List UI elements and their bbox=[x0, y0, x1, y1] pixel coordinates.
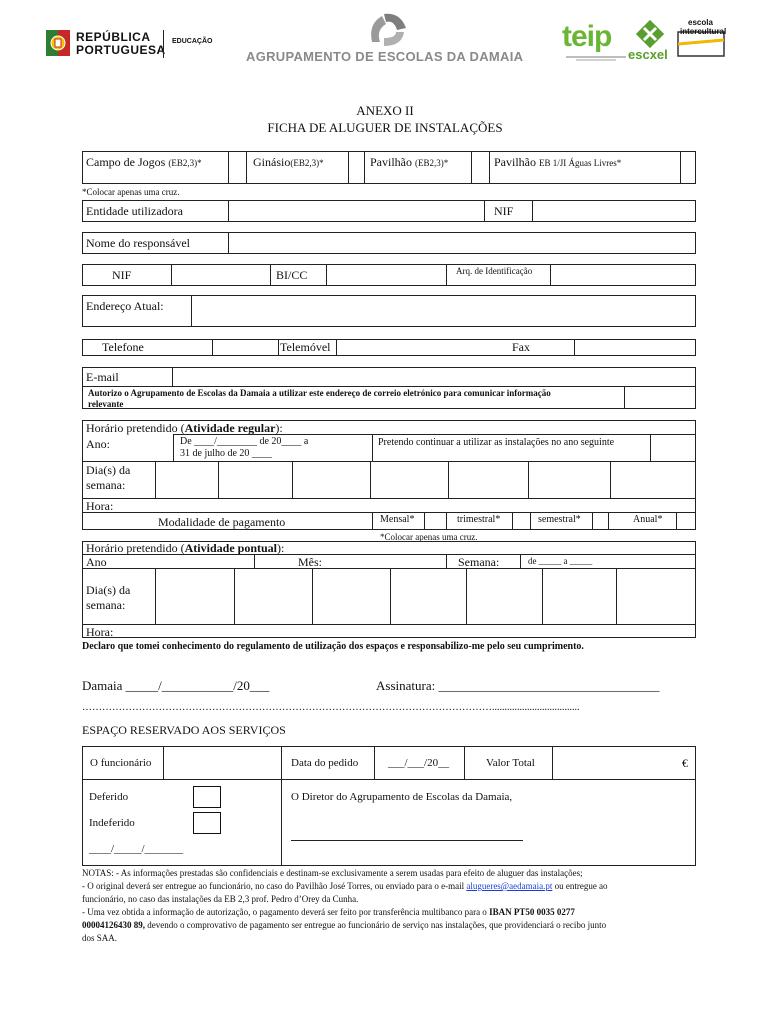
pontual-semana-label: Semana: bbox=[458, 555, 500, 569]
notes-line5: 00004126430 89, devendo o comprovativo de pagamento ser entregue ao funcionário de serviço nas instalações, que providenciará o recibo junto bbox=[82, 920, 607, 930]
pontual-hora-label: Hora: bbox=[86, 625, 114, 639]
venue-pavilhao-eb23-checkbox[interactable] bbox=[471, 151, 489, 184]
euro-symbol: € bbox=[682, 756, 688, 770]
teip-logo: teip bbox=[562, 20, 612, 53]
anual-checkbox[interactable] bbox=[677, 513, 695, 529]
telemovel-field[interactable] bbox=[337, 340, 507, 355]
pontual-dias-line1: Dia(s) da bbox=[86, 583, 131, 597]
diretor-signature-line[interactable] bbox=[291, 840, 523, 841]
funcionario-field[interactable] bbox=[164, 747, 280, 778]
declaration: Declaro que tomei conhecimento do regulamento de utilização dos espaços e responsabilizo-me pelo seu cumprimento. bbox=[82, 641, 584, 652]
regular-period-line1: De ____/________ de 20____ a bbox=[180, 436, 309, 447]
arq-field[interactable] bbox=[551, 265, 695, 285]
trimestral-checkbox[interactable] bbox=[513, 513, 530, 529]
fax-field[interactable] bbox=[575, 340, 695, 355]
trimestral-label: trimestral* bbox=[457, 514, 501, 525]
escxel-emblem-icon bbox=[636, 20, 664, 48]
data-pedido-label: Data do pedido bbox=[291, 757, 359, 769]
pontual-ano-label: Ano bbox=[86, 555, 107, 569]
form-title: FICHA DE ALUGUER DE INSTALAÇÕES bbox=[267, 120, 503, 135]
entidade-field[interactable] bbox=[229, 201, 483, 221]
telefone-label: Telefone bbox=[102, 340, 144, 354]
dotted-separator: ……………………………………………………………………………………………………………................................... bbox=[82, 702, 580, 713]
pontual-de-a: de _____ a _____ bbox=[528, 556, 593, 566]
semestral-label: semestral* bbox=[538, 514, 581, 525]
indeferido-label: Indeferido bbox=[89, 817, 135, 829]
responsavel-label: Nome do responsável bbox=[86, 236, 190, 250]
entidade-label: Entidade utilizadora bbox=[86, 204, 183, 218]
damaia-date[interactable]: Damaia _____/___________/20___ bbox=[82, 678, 270, 693]
regular-hora-label: Hora: bbox=[86, 499, 114, 513]
republica-emblem-icon bbox=[44, 28, 72, 58]
escola-line1: escola bbox=[688, 18, 713, 27]
responsavel-field[interactable] bbox=[229, 233, 695, 253]
pontual-heading: Horário pretendido (Atividade pontual): bbox=[86, 541, 285, 555]
email-link[interactable]: alugueres@aedamaia.pt bbox=[466, 881, 553, 891]
modalidade-note: *Colocar apenas uma cruz. bbox=[380, 532, 478, 542]
teip-tagline-icon bbox=[566, 54, 626, 62]
resp-nif-label: NIF bbox=[112, 268, 132, 282]
regular-dias-line2: semana: bbox=[86, 478, 126, 492]
funcionario-label: O funcionário bbox=[90, 757, 152, 769]
regular-ano-label: Ano: bbox=[86, 437, 110, 451]
modalidade-label: Modalidade de pagamento bbox=[158, 515, 286, 529]
bicc-field[interactable] bbox=[327, 265, 445, 285]
data-pedido-value[interactable]: ___/___/20__ bbox=[388, 757, 450, 769]
republica-line2: PORTUGUESA bbox=[76, 43, 166, 57]
republica-line1: REPÚBLICA bbox=[76, 30, 151, 44]
annex-title: ANEXO II bbox=[356, 103, 414, 118]
autorizo-checkbox[interactable] bbox=[625, 387, 695, 408]
pontual-mes-field[interactable] bbox=[334, 555, 445, 567]
agrupamento-logo-icon bbox=[364, 10, 410, 48]
anual-label: Anual* bbox=[633, 514, 663, 525]
entidade-nif-field[interactable] bbox=[533, 201, 695, 221]
assinatura[interactable]: Assinatura: __________________________________ bbox=[376, 678, 660, 693]
deferido-checkbox[interactable] bbox=[193, 786, 221, 808]
venue-ginasio-checkbox[interactable] bbox=[348, 151, 364, 184]
telemovel-label: Telemóvel bbox=[280, 340, 331, 354]
indeferido-checkbox[interactable] bbox=[193, 812, 221, 834]
services-heading: ESPAÇO RESERVADO AOS SERVIÇOS bbox=[82, 723, 286, 737]
telefone-field[interactable] bbox=[213, 340, 277, 355]
email-label: E-mail bbox=[86, 370, 119, 384]
venue-pavilhao-eb23: Pavilhão (EB2,3)* bbox=[370, 155, 449, 169]
venue-pavilhao-aguas: Pavilhão EB 1/JI Águas Livres* bbox=[494, 155, 622, 169]
valor-total-label: Valor Total bbox=[486, 757, 535, 769]
arq-label: Arq. de Identificação bbox=[456, 266, 533, 276]
bicc-label: BI/CC bbox=[276, 268, 308, 282]
semestral-checkbox[interactable] bbox=[593, 513, 608, 529]
pontual-ano-field[interactable] bbox=[140, 555, 253, 567]
deferido-label: Deferido bbox=[89, 791, 129, 803]
autorizo-text-line2: relevante bbox=[88, 399, 124, 409]
decision-date[interactable]: ____/_____/_______ bbox=[89, 843, 184, 855]
notes-line6: dos SAA. bbox=[82, 933, 118, 943]
regular-dias-line1: Dia(s) da bbox=[86, 463, 131, 477]
pontual-dias-line2: semana: bbox=[86, 598, 126, 612]
venue-ginasio: Ginásio(EB2,3)* bbox=[253, 155, 324, 169]
mensal-checkbox[interactable] bbox=[425, 513, 446, 529]
venues-note: *Colocar apenas uma cruz. bbox=[82, 187, 180, 197]
escola-line2: intercultural bbox=[680, 27, 727, 36]
mensal-label: Mensal* bbox=[380, 514, 415, 525]
continuar-label: Pretendo continuar a utilizar as instalações no ano seguinte bbox=[378, 437, 615, 448]
diretor-label: O Diretor do Agrupamento de Escolas da Damaia, bbox=[291, 791, 513, 803]
notes-line2: - O original deverá ser entregue ao funcionário, no caso do Pavilhão José Torres, ou enviado para o e-mail alugueres@aedamaia.pt ou entregue ao bbox=[82, 881, 608, 891]
escxel-logo: escxel bbox=[628, 47, 668, 62]
notes-line3: funcionário, no caso das instalações da EB 2,3 prof. Pedro d’Orey da Cunha. bbox=[82, 894, 359, 904]
venue-campo-checkbox[interactable] bbox=[228, 151, 246, 184]
entidade-nif-label: NIF bbox=[494, 204, 514, 218]
educacao-label: EDUCAÇÃO bbox=[172, 38, 213, 45]
pontual-mes-label: Mês: bbox=[298, 555, 322, 569]
continuar-checkbox[interactable] bbox=[651, 435, 695, 460]
autorizo-text-line1: Autorizo o Agrupamento de Escolas da Damaia a utilizar este endereço de correio eletrónico para comunicar informação bbox=[88, 388, 551, 398]
venue-pavilhao-aguas-checkbox[interactable] bbox=[680, 151, 696, 184]
venue-campo: Campo de Jogos (EB2,3)* bbox=[86, 155, 202, 169]
fax-label: Fax bbox=[512, 340, 530, 354]
regular-period-line2: 31 de julho de 20 ____ bbox=[180, 448, 272, 459]
email-field[interactable] bbox=[173, 368, 695, 385]
resp-nif-field[interactable] bbox=[172, 265, 269, 285]
notes-line1: NOTAS: - As informações prestadas são confidenciais e destinam-se exclusivamente a serem usadas para efeito de aluguer das instalações; bbox=[82, 868, 583, 878]
endereco-field[interactable] bbox=[192, 296, 695, 326]
notes-line4: - Uma vez obtida a informação de autorização, o pagamento deverá ser feito por transferência multibanco para o IBAN PT50 0035 0277 bbox=[82, 907, 575, 917]
regular-heading: Horário pretendido (Atividade regular): bbox=[86, 421, 283, 435]
agrupamento-name: AGRUPAMENTO DE ESCOLAS DA DAMAIA bbox=[246, 49, 524, 64]
endereco-label: Endereço Atual: bbox=[86, 299, 164, 313]
header-divider bbox=[163, 30, 164, 58]
